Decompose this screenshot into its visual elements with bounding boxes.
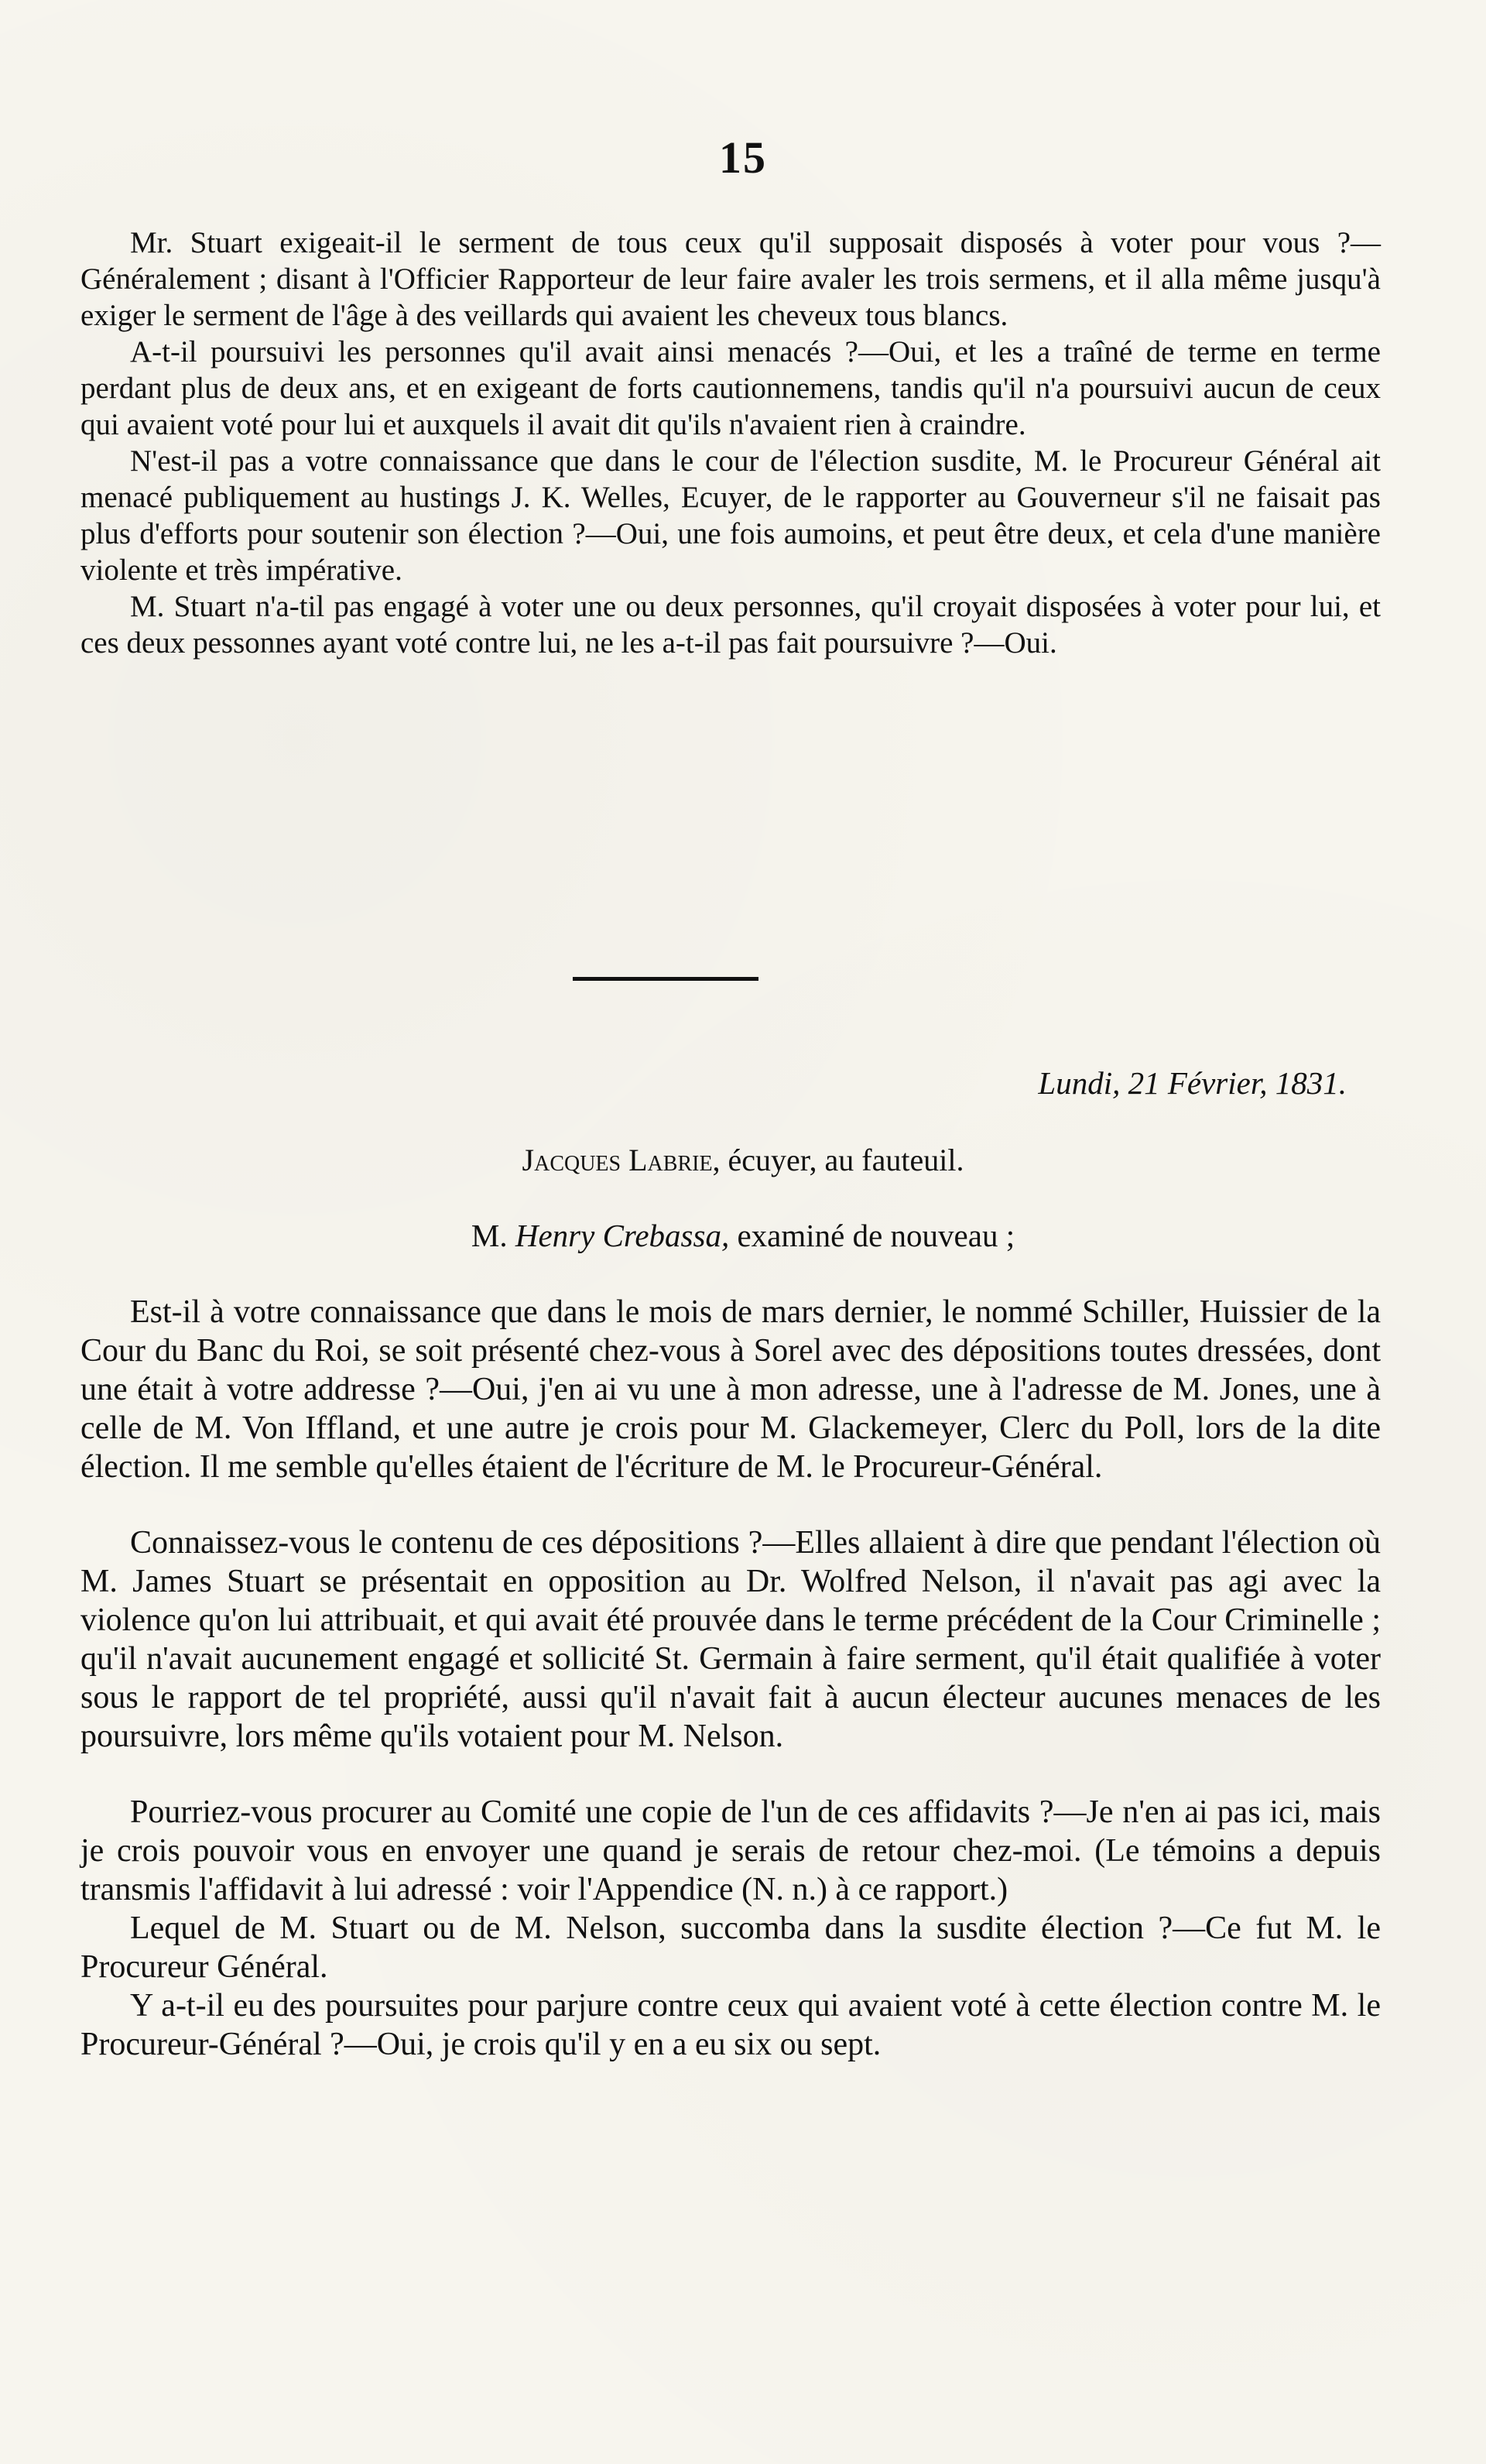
- testimony-section-1: [80, 224, 1381, 661]
- section-divider: [573, 977, 758, 981]
- page-number: 15: [719, 132, 767, 183]
- paragraph: Mr. Stuart exigeait-il le serment de tous ceux qu'il supposait disposés à voter pour vous ?—Généralement ; disant à l'Officier Rapporteur de leur faire avaler les trois sermens, et il alla même jusqu'à exiger le serment de l'âge à des veillards qui avaient les cheveux tous blancs.: [80, 226, 1381, 332]
- chair-name: Jacques Labrie,: [522, 1143, 721, 1177]
- paragraph: Pourriez-vous procurer au Comité une copie de l'un de ces affidavits ?—Je n'en ai pas ici, mais je crois pouvoir vous en envoyer une quand je serais de retour chez-moi. (Le témoins a depuis transmis l'affidavit à lui adressé : voir l'Appendice (N. n.) à ce rapport.): [80, 1794, 1381, 1907]
- paragraph: N'est-il pas a votre connaissance que dans le cour de l'élection susdite, M. le Procureur Général ait menacé publiquement au hustings J. K. Welles, Ecuyer, de le rapporter au Gouverneur s'il ne faisait pas plus d'efforts pour soutenir son élection ?—Oui, une fois aumoins, et peut être deux, et cela d'une manière violente et très impérative.: [80, 444, 1381, 587]
- witness-name: Henry Crebassa,: [515, 1218, 730, 1253]
- paragraph: Lequel de M. Stuart ou de M. Nelson, succomba dans la susdite élection ?—Ce fut M. le Procureur Général.: [80, 1911, 1381, 1985]
- paragraph: Connaissez-vous le contenu de ces dépositions ?—Elles allaient à dire que pendant l'élection où M. James Stuart se présentait en opposition au Dr. Wolfred Nelson, il n'avait pas agi avec la violence qu'on lui attribuait, et qui avait été prouvée dans le terme précédent de la Cour Criminelle ; qu'il n'avait aucunement engagé et sollicité St. Germain à faire serment, qu'il était qualifiée à voter sous le rapport de tel propriété, aussi qu'il n'avait fait à aucun électeur aucunes menaces de les poursuivre, lors même qu'ils votaient pour M. Nelson.: [80, 1525, 1381, 1754]
- witness-prefix: M.: [471, 1218, 508, 1253]
- testimony-section-2: [80, 1293, 1381, 2064]
- witness-line: [0, 1217, 1486, 1254]
- paragraph: Y a-t-il eu des poursuites pour parjure contre ceux qui avaient voté à cette élection contre M. le Procureur-Général ?—Oui, je crois qu'il y en a eu six ou sept.: [80, 1988, 1381, 2062]
- witness-note: examiné de nouveau ;: [737, 1218, 1015, 1253]
- paragraph: Est-il à votre connaissance que dans le mois de mars dernier, le nommé Schiller, Huissier de la Cour du Banc du Roi, se soit présenté chez-vous à Sorel avec des dépositions toutes dressées, dont une était à votre addresse ?—Oui, j'en ai vu une à mon adresse, une à l'adresse de M. Jones, une à celle de M. Von Iffland, et une autre je crois pour M. Glackemeyer, Clerc du Poll, lors de la dite élection. Il me semble qu'elles étaient de l'écriture de M. le Procureur-Général.: [80, 1294, 1381, 1485]
- paragraph: A-t-il poursuivi les personnes qu'il avait ainsi menacés ?—Oui, et les a traîné de terme en terme perdant plus de deux ans, et en exigeant de forts cautionnemens, tandis qu'il n'a poursuivi aucun de ceux qui avaient voté pour lui et auxquels il avait dit qu'ils n'avaient rien à craindre.: [80, 335, 1381, 441]
- session-date: Lundi, 21 Février, 1831.: [1038, 1065, 1347, 1101]
- chair-line: [0, 1142, 1486, 1178]
- paragraph: M. Stuart n'a-til pas engagé à voter une ou deux personnes, qu'il croyait disposées à voter pour lui, et ces deux pessonnes ayant voté contre lui, ne les a-t-il pas fait poursuivre ?—Oui.: [80, 590, 1381, 660]
- chair-role: écuyer, au fauteuil.: [728, 1143, 964, 1177]
